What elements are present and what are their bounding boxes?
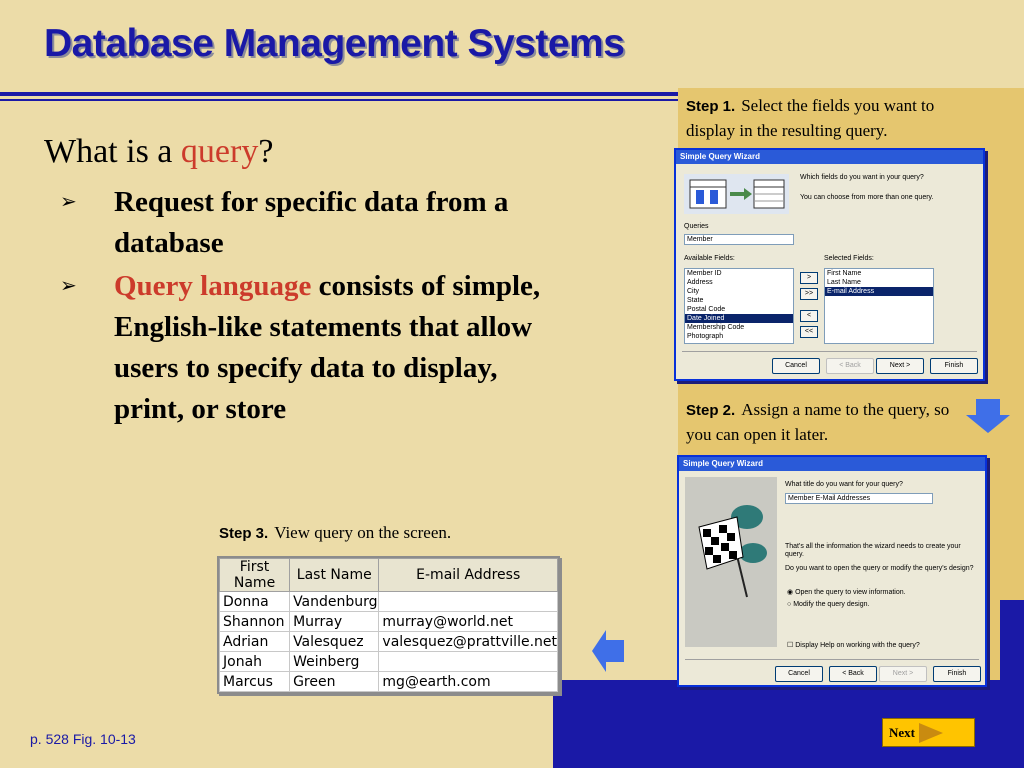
column-header: First Name <box>220 559 290 592</box>
modify-design-radio[interactable]: ○ Modify the query design. <box>787 601 870 608</box>
queries-dropdown[interactable]: Member <box>684 234 794 245</box>
table-cell <box>379 592 558 612</box>
divider <box>682 351 977 352</box>
checkbox-icon: ☐ <box>787 642 794 649</box>
radio-icon: ○ <box>787 601 792 608</box>
bullet-item: ➢ Query language consists of simple, English-like statements that allow users to specify data to display, print, or store <box>60 266 570 430</box>
figure-reference: p. 528 Fig. 10-13 <box>30 731 136 747</box>
table-row <box>220 652 558 672</box>
table-row <box>220 632 558 652</box>
table-cell: Valesquez <box>290 632 379 652</box>
table-row <box>220 592 558 612</box>
cancel-button[interactable]: Cancel <box>772 358 820 374</box>
cancel-button[interactable]: Cancel <box>775 666 823 682</box>
next-wizard-button[interactable]: Next > <box>879 666 927 682</box>
wizard-titlebar: Simple Query Wizard <box>679 457 985 471</box>
bullet-item: ➢ Request for specific data from a database <box>60 182 570 264</box>
question-heading: What is a query? <box>44 133 274 170</box>
bullet-arrow-icon: ➢ <box>60 191 77 213</box>
selected-fields-list[interactable] <box>824 268 934 344</box>
left-arrow-icon <box>590 628 626 674</box>
list-item[interactable]: Photograph <box>687 333 724 340</box>
step-3-caption: Step 3. View query on the screen. <box>219 523 452 542</box>
query-keyword: query <box>180 133 259 170</box>
next-wizard-button[interactable]: Next > <box>876 358 924 374</box>
next-slide-button[interactable]: Next <box>882 718 975 747</box>
table-cell: Donna <box>220 592 290 612</box>
available-fields-list[interactable] <box>684 268 794 344</box>
title-rule <box>0 92 680 96</box>
wizard-field-selection: Simple Query Wizard Which fields do you want in your query? You can choose from more than one query. Queries Member Available Fields: Selected Fields: Member ID Address City State Postal Code Date Joined Membership Code Photograph > >> < << First Name Last Name E-mail Address Cancel < Back Next > Finish <box>674 148 985 381</box>
back-button[interactable]: < Back <box>826 358 874 374</box>
list-item[interactable]: Address <box>687 279 713 286</box>
step-2-caption: Step 2. Assign a name to the query, so you can open it later. <box>686 400 950 444</box>
bullet-list <box>60 182 570 432</box>
add-all-fields-button[interactable]: >> <box>800 288 818 300</box>
table-row <box>220 672 558 692</box>
add-field-button[interactable]: > <box>800 272 818 284</box>
column-header: E-mail Address <box>379 559 558 592</box>
table-cell: Jonah <box>220 652 290 672</box>
down-arrow-icon <box>964 399 1012 435</box>
table-cell: Weinberg <box>290 652 379 672</box>
table-cell: Shannon <box>220 612 290 632</box>
table-cell: Marcus <box>220 672 290 692</box>
list-item[interactable]: Last Name <box>827 279 861 286</box>
finish-button[interactable]: Finish <box>933 666 981 682</box>
list-item[interactable]: First Name <box>827 270 862 277</box>
table-row <box>220 612 558 632</box>
wizard-titlebar: Simple Query Wizard <box>676 150 983 164</box>
table-cell: Green <box>290 672 379 692</box>
checkered-flag-icon <box>685 477 777 647</box>
back-button[interactable]: < Back <box>829 666 877 682</box>
title-rule-thin <box>0 99 680 101</box>
query-title-input[interactable]: Member E-Mail Addresses <box>785 493 933 504</box>
wizard-query-title: Simple Query Wizard What title do you want for your query? Member E-Mail Addresses That's all the information the wizard needs to create your query. Do you want to open the query or modify the query's design? ◉ Open the query to view information. ○ Modify the query design. ☐ Display Help on working with the query? Cancel < Back Next > Finish <box>677 455 987 687</box>
list-item[interactable]: Date Joined <box>685 314 793 323</box>
list-item[interactable]: State <box>687 297 704 304</box>
display-help-checkbox[interactable]: ☐ Display Help on working with the query? <box>787 642 920 649</box>
slide-title: Database Management Systems <box>44 22 625 65</box>
query-results-table <box>217 556 560 694</box>
list-item[interactable]: Postal Code <box>687 306 726 313</box>
radio-selected-icon: ◉ <box>787 589 794 596</box>
tables-illustration-icon <box>684 174 789 214</box>
table-cell: Murray <box>290 612 379 632</box>
column-header: Last Name <box>290 559 379 592</box>
right-band <box>1000 600 1024 680</box>
table-cell: Vandenburg <box>290 592 379 612</box>
remove-all-fields-button[interactable]: << <box>800 326 818 338</box>
list-item[interactable]: E-mail Address <box>825 287 933 296</box>
table-cell: Adrian <box>220 632 290 652</box>
list-item[interactable]: Membership Code <box>687 324 745 331</box>
step-1-caption: Step 1. Select the fields you want to display in the resulting query. <box>686 96 935 140</box>
query-language-keyword: Query language <box>114 270 312 302</box>
table-cell: valesquez@prattville.net <box>379 632 558 652</box>
open-query-radio[interactable]: ◉ Open the query to view information. <box>787 589 906 596</box>
remove-field-button[interactable]: < <box>800 310 818 322</box>
finish-button[interactable]: Finish <box>930 358 978 374</box>
table-cell: mg@earth.com <box>379 672 558 692</box>
table-cell: murray@world.net <box>379 612 558 632</box>
divider <box>685 659 979 660</box>
table-cell <box>379 652 558 672</box>
play-arrow-icon <box>917 722 945 744</box>
list-item[interactable]: Member ID <box>687 270 722 277</box>
bullet-arrow-icon: ➢ <box>60 275 77 297</box>
list-item[interactable]: City <box>687 288 700 295</box>
